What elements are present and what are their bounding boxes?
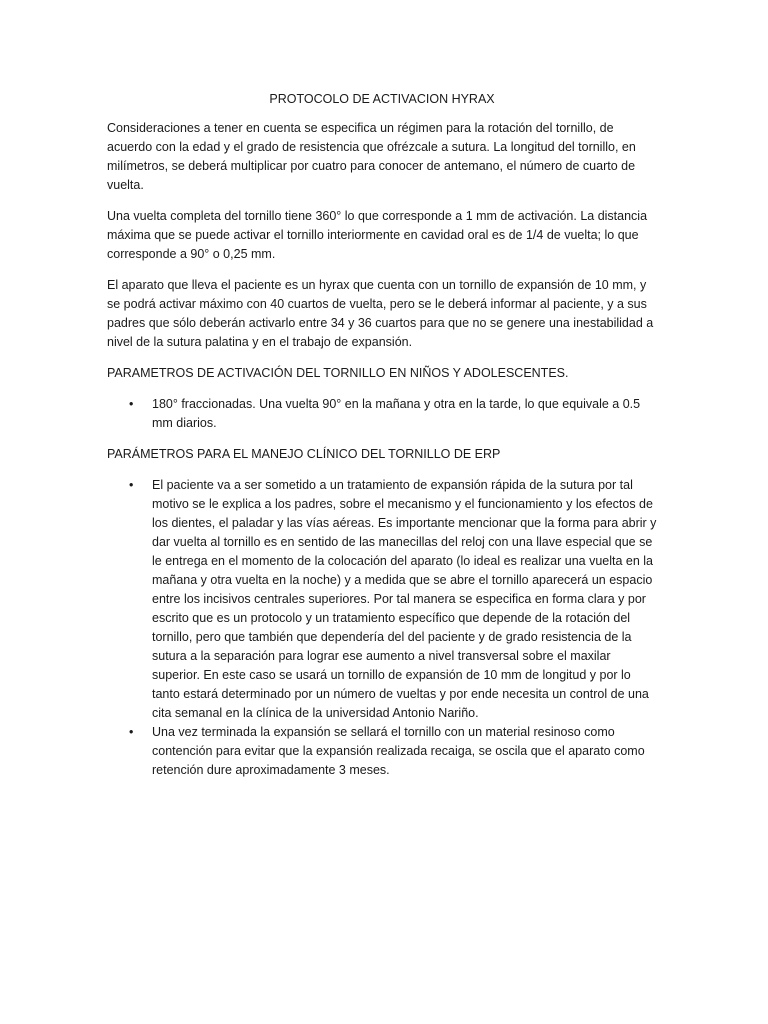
paragraph-full-turn: Una vuelta completa del tornillo tiene 360° lo que corresponde a 1 mm de activación. La distancia máxima que se puede activar el tornillo interiormente en cavidad oral es de 1/4 de vuelta; lo que corresponde a 90° o 0,25 mm.: [107, 209, 648, 261]
activation-parameters-list: [107, 395, 657, 433]
paragraph-appliance: El aparato que lleva el paciente es un hyrax que cuenta con un tornillo de expansión de 10 mm, y se podrá activar máximo con 40 cuartos de vuelta, pero se le deberá informar al paciente, y a sus padres que sólo deberán activarlo entre 34 y 36 cuartos para que no se genere una inestabilidad a nivel de la sutura palatina y en el trabajo de expansión.: [107, 278, 654, 349]
section-heading-clinical-management: PARÁMETROS PARA EL MANEJO CLÍNICO DEL TORNILLO DE ERP: [107, 447, 501, 461]
list-item-text: Una vez terminada la expansión se sellará el tornillo con un material resinoso como contención para evitar que la expansión realizada recaiga, se oscila que el aparato como retención dure aproximadamente 3 meses.: [152, 725, 645, 777]
bullet-icon: •: [129, 397, 134, 411]
list-item-text: El paciente va a ser sometido a un tratamiento de expansión rápida de la sutura por tal motivo se le explica a los padres, sobre el mecanismo y el funcionamiento y los efectos de los dientes, el paladar y las vías aéreas. Es importante mencionar que la forma para abrir y dar vuelta al tornillo es en sentido de las manecillas del reloj con una llave especial que se le entrega en el momento de la colocación del aparato (lo ideal es realizar una vuelta en la mañana y otra vuelta en la noche) y a medida que se abre el tornillo aparecerá un espacio entre los incisivos centrales superiores. Por tal manera se especifica en forma clara y por escrito que es un protocolo y un tratamiento específico que depende de la rotación del tornillo, pero que también que dependería del del paciente y de grado resistencia de la sutura a la separación para lograr ese aumento a nivel transversal sobre el maxilar superior. En este caso se usará un tornillo de expansión de 10 mm de longitud y por lo tanto estará determinado por un número de vueltas y por ende necesita un control de una cita semanal en la clínica de la universidad Antonio Nariño.: [152, 478, 657, 720]
bullet-icon: •: [129, 725, 134, 739]
list-item: [107, 476, 657, 723]
bullet-icon: •: [129, 478, 134, 492]
section-heading-activation-parameters: PARAMETROS DE ACTIVACIÓN DEL TORNILLO EN NIÑOS Y ADOLESCENTES.: [107, 366, 569, 380]
list-item-text: 180° fraccionadas. Una vuelta 90° en la mañana y otra en la tarde, lo que equivale a 0.5 mm diarios.: [152, 397, 641, 430]
list-item: [107, 723, 657, 780]
list-item: [107, 395, 657, 433]
document-title: PROTOCOLO DE ACTIVACION HYRAX: [269, 92, 495, 106]
clinical-management-list: [107, 476, 657, 780]
paragraph-considerations: Consideraciones a tener en cuenta se especifica un régimen para la rotación del tornillo, de acuerdo con la edad y el grado de resistencia que ofrézcale a sutura. La longitud del tornillo, en milímetros, se deberá multiplicar por cuatro para conocer de antemano, el número de cuarto de vuelta.: [107, 121, 636, 192]
document-body: [107, 90, 657, 792]
